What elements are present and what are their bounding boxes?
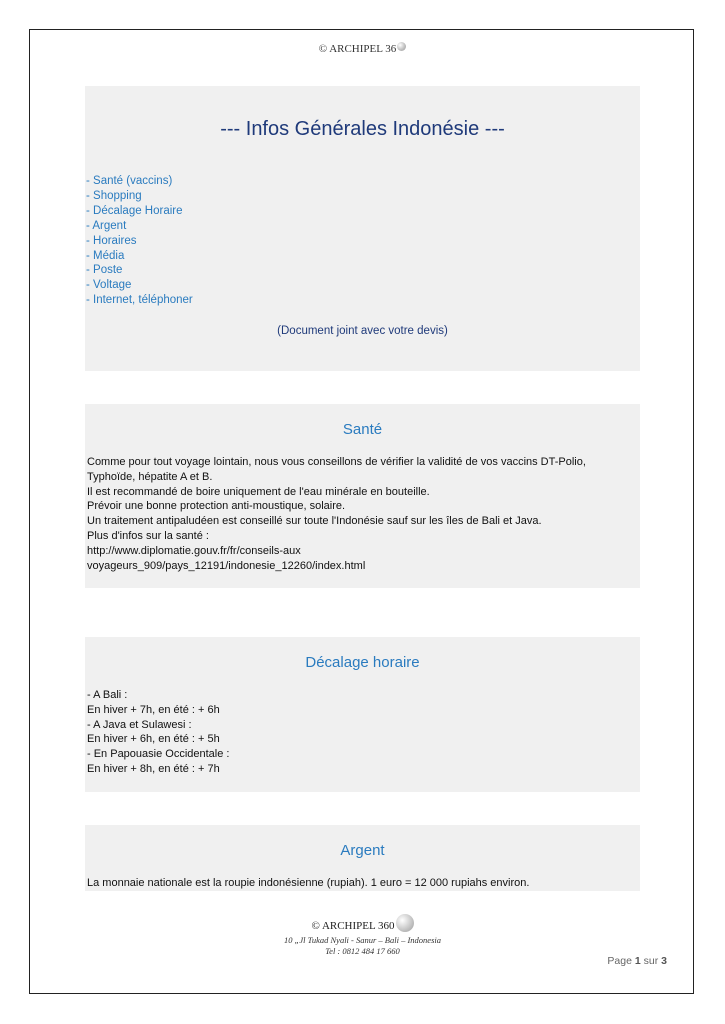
globe-icon [396,914,414,932]
decalage-line: - En Papouasie Occidentale : [87,748,230,761]
page-current: 1 [634,955,641,967]
toc-item-internet[interactable]: - Internet, téléphoner [86,294,193,307]
argent-heading: Argent [340,842,385,859]
footer [0,914,725,956]
globe-icon [397,42,406,51]
intro-panel [85,86,640,371]
footer-phone: Tel : 0812 484 17 660 [325,946,400,956]
page-prefix: Page [607,955,632,967]
footer-brand [0,914,725,932]
page-number [607,955,667,967]
decalage-line: En hiver + 7h, en été : + 6h [87,703,220,716]
footer-address: 10 „Jl Tukad Nyali - Sanur – Bali – Indonesia [283,935,441,945]
toc-item-decalage[interactable]: - Décalage Horaire [86,204,183,217]
argent-panel [85,825,640,891]
decalage-line: En hiver + 8h, en été : + 7h [87,762,220,775]
page-total: 3 [661,955,667,967]
sante-heading: Santé [342,421,383,438]
decalage-line: En hiver + 6h, en été : + 5h [87,733,220,746]
decalage-panel [85,637,640,792]
decalage-body [87,688,637,777]
page-sur: sur [643,955,659,967]
sante-panel [85,404,640,588]
sante-line: Comme pour tout voyage lointain, nous vous conseillons de vérifier la validité de vos vaccins DT-Polio, [87,456,586,468]
sante-line: Typhoïde, hépatite A et B. [87,470,213,483]
sante-line: Il est recommandé de boire uniquement de l'eau minérale en bouteille. [87,485,430,498]
sante-body [87,455,637,573]
page-title: --- Infos Générales Indonésie --- [220,118,505,140]
toc-item-sante[interactable]: - Santé (vaccins) [86,175,173,187]
decalage-heading: Décalage horaire [305,654,420,671]
sante-line: Prévoir une bonne protection anti-moustique, solaire. [87,500,346,513]
argent-body [87,876,637,891]
sante-line: Un traitement antipaludéen est conseillé sur toute l'Indonésie sauf sur les îles de Bali et Java. [87,515,542,528]
header-logo-text: © ARCHIPEL 36 [318,43,397,55]
table-of-contents [86,174,193,308]
toc-item-horaires[interactable]: - Horaires [86,234,137,247]
footer-brand-text: © ARCHIPEL 360 [311,920,395,932]
decalage-line: - A Java et Sulawesi : [87,718,192,731]
decalage-line: - A Bali : [87,689,128,701]
toc-item-shopping[interactable]: - Shopping [86,189,142,202]
toc-item-media[interactable]: - Média [86,249,125,262]
toc-item-voltage[interactable]: - Voltage [86,279,132,292]
toc-item-argent[interactable]: - Argent [86,219,127,232]
toc-item-poste[interactable]: - Poste [86,264,123,277]
argent-line: La monnaie nationale est la roupie indonésienne (rupiah). 1 euro = 12 000 rupiahs environ. [87,877,530,889]
header-logo [0,42,725,55]
sante-link[interactable]: http://www.diplomatie.gouv.fr/fr/conseils-aux [87,544,301,557]
attachment-note: (Document joint avec votre devis) [277,325,448,337]
sante-link[interactable]: voyageurs_909/pays_12191/indonesie_12260/index.html [87,559,366,572]
sante-line: Plus d'infos sur la santé : [87,529,209,542]
